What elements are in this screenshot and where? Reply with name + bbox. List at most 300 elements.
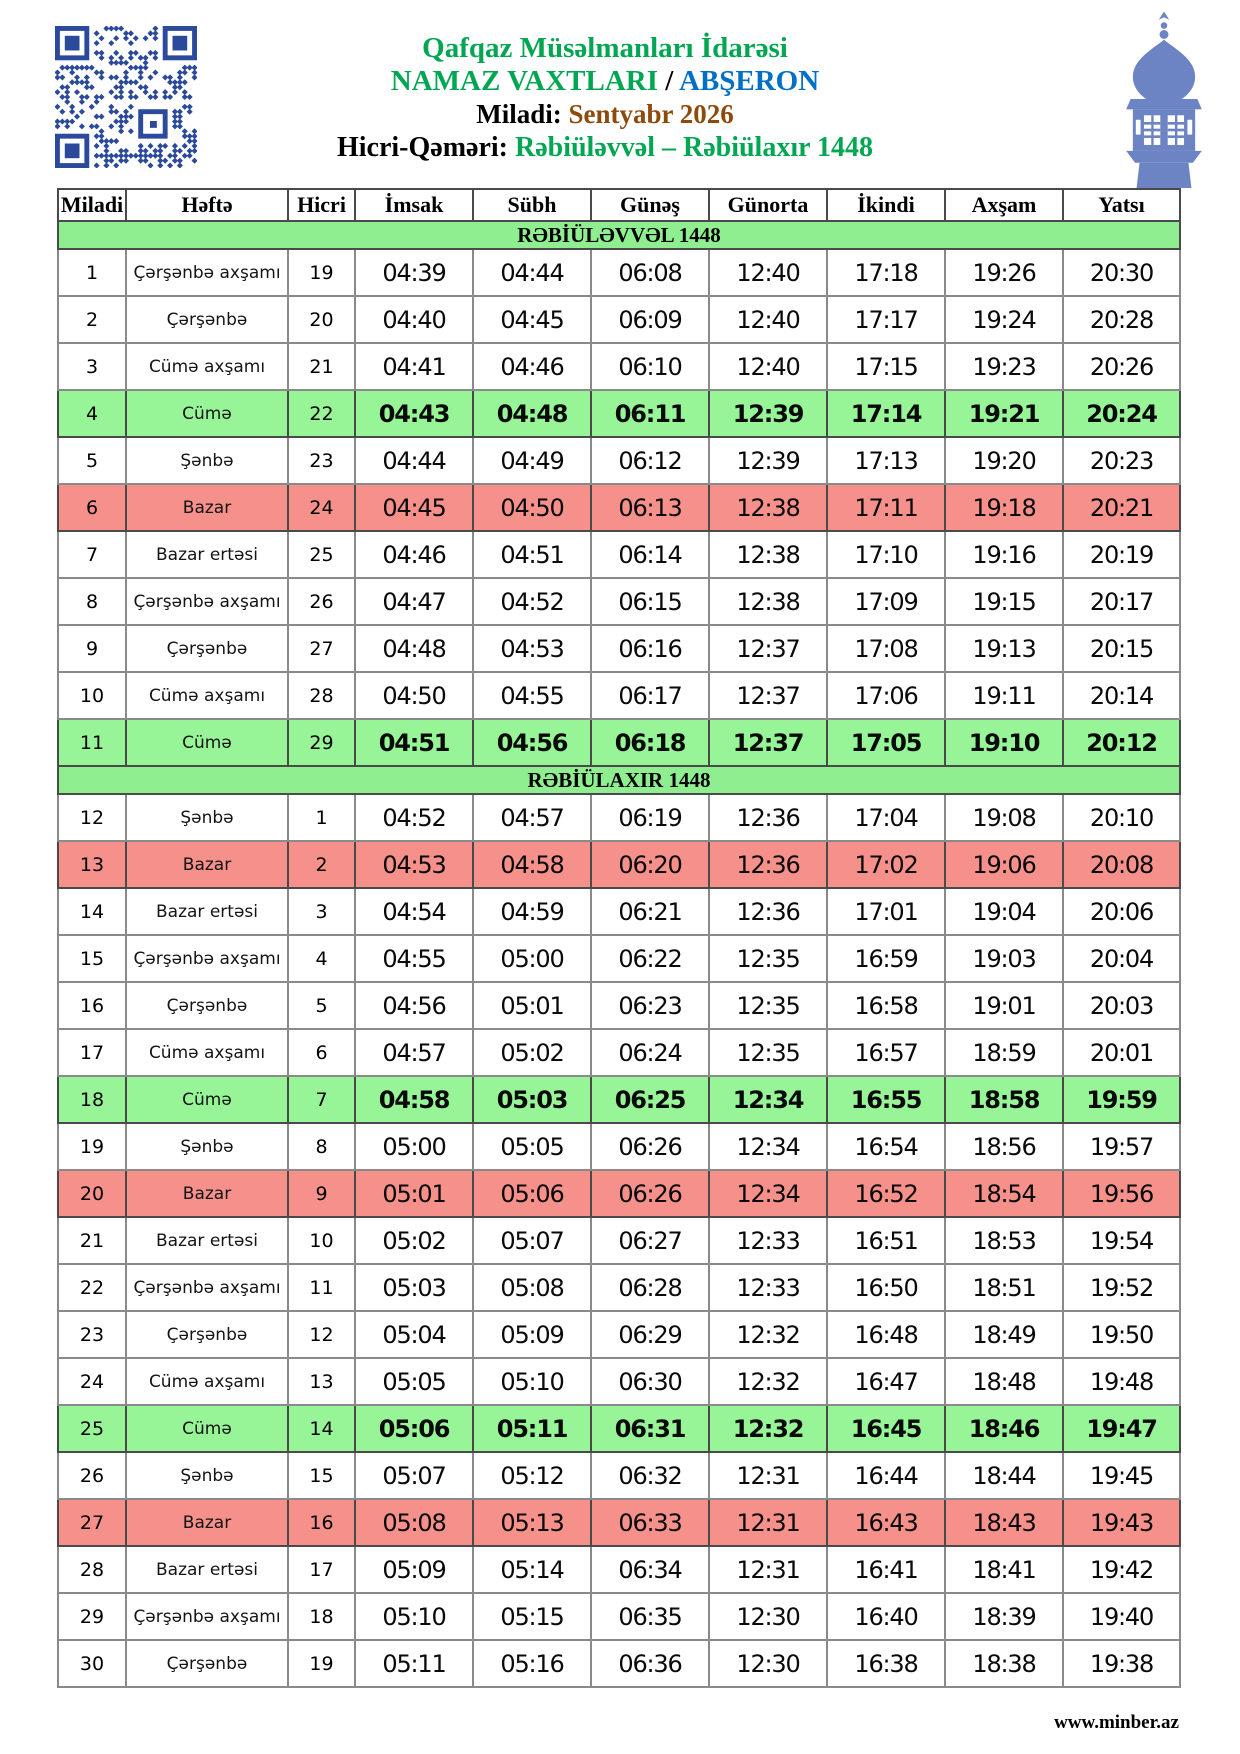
table-row bbox=[58, 1546, 1180, 1593]
table-row bbox=[58, 1311, 1180, 1358]
prayer-time-yatsi: 20:03 bbox=[1063, 982, 1180, 1029]
prayer-time-gunes: 06:31 bbox=[591, 1405, 709, 1452]
prayer-time-imsak: 04:41 bbox=[355, 343, 473, 390]
table-row bbox=[58, 578, 1180, 625]
prayer-time-imsak: 04:50 bbox=[355, 672, 473, 719]
weekday-name: Çərşənbə bbox=[126, 1311, 288, 1358]
prayer-time-axsam: 19:16 bbox=[945, 531, 1063, 578]
prayer-time-ikindi: 17:04 bbox=[827, 794, 945, 841]
gregorian-day: 23 bbox=[58, 1311, 126, 1358]
gregorian-day: 27 bbox=[58, 1499, 126, 1546]
prayer-time-imsak: 04:44 bbox=[355, 437, 473, 484]
table-row bbox=[58, 1405, 1180, 1452]
prayer-time-gunes: 06:17 bbox=[591, 672, 709, 719]
weekday-name: Çərşənbə axşamı bbox=[126, 1593, 288, 1640]
hijri-day: 14 bbox=[288, 1405, 355, 1452]
hijri-day: 24 bbox=[288, 484, 355, 531]
hijri-day: 13 bbox=[288, 1358, 355, 1405]
prayer-time-gunorta: 12:32 bbox=[709, 1405, 827, 1452]
column-header-9: Yatsı bbox=[1063, 189, 1180, 221]
prayer-time-yatsi: 20:23 bbox=[1063, 437, 1180, 484]
table-row bbox=[58, 484, 1180, 531]
table-header-row bbox=[58, 189, 1180, 221]
prayer-time-gunorta: 12:38 bbox=[709, 578, 827, 625]
column-header-4: Sübh bbox=[473, 189, 591, 221]
prayer-time-axsam: 18:39 bbox=[945, 1593, 1063, 1640]
document-title-block bbox=[210, 32, 1000, 164]
prayer-time-subh: 04:57 bbox=[473, 794, 591, 841]
prayer-time-gunes: 06:21 bbox=[591, 888, 709, 935]
prayer-time-gunes: 06:29 bbox=[591, 1311, 709, 1358]
gregorian-day: 10 bbox=[58, 672, 126, 719]
prayer-time-subh: 04:45 bbox=[473, 296, 591, 343]
prayer-time-subh: 05:00 bbox=[473, 935, 591, 982]
table-row bbox=[58, 841, 1180, 888]
website-footer: www.minber.az bbox=[1054, 1712, 1179, 1733]
prayer-time-gunorta: 12:34 bbox=[709, 1170, 827, 1217]
hijri-day: 26 bbox=[288, 578, 355, 625]
prayer-time-axsam: 18:41 bbox=[945, 1546, 1063, 1593]
gregorian-day: 26 bbox=[58, 1452, 126, 1499]
prayer-time-gunorta: 12:30 bbox=[709, 1640, 827, 1687]
prayer-time-subh: 04:51 bbox=[473, 531, 591, 578]
prayer-time-ikindi: 16:52 bbox=[827, 1170, 945, 1217]
table-row bbox=[58, 1499, 1180, 1546]
prayer-time-gunes: 06:36 bbox=[591, 1640, 709, 1687]
gregorian-day: 18 bbox=[58, 1076, 126, 1123]
weekday-name: Şənbə bbox=[126, 1123, 288, 1170]
weekday-name: Şənbə bbox=[126, 437, 288, 484]
prayer-time-imsak: 04:48 bbox=[355, 625, 473, 672]
miladi-value: Sentyabr 2026 bbox=[568, 99, 734, 129]
prayer-time-ikindi: 16:58 bbox=[827, 982, 945, 1029]
prayer-time-gunes: 06:26 bbox=[591, 1123, 709, 1170]
prayer-time-ikindi: 16:44 bbox=[827, 1452, 945, 1499]
prayer-time-axsam: 18:56 bbox=[945, 1123, 1063, 1170]
table-row bbox=[58, 719, 1180, 766]
prayer-time-imsak: 04:39 bbox=[355, 249, 473, 296]
prayer-time-axsam: 19:13 bbox=[945, 625, 1063, 672]
weekday-name: Çərşənbə bbox=[126, 625, 288, 672]
prayer-time-yatsi: 19:48 bbox=[1063, 1358, 1180, 1405]
prayer-time-subh: 05:12 bbox=[473, 1452, 591, 1499]
prayer-time-axsam: 18:43 bbox=[945, 1499, 1063, 1546]
prayer-time-gunorta: 12:37 bbox=[709, 719, 827, 766]
column-header-8: Axşam bbox=[945, 189, 1063, 221]
hijri-day: 12 bbox=[288, 1311, 355, 1358]
hijri-day: 15 bbox=[288, 1452, 355, 1499]
hijri-day: 6 bbox=[288, 1029, 355, 1076]
prayer-time-axsam: 19:10 bbox=[945, 719, 1063, 766]
hijri-day: 19 bbox=[288, 1640, 355, 1687]
prayer-time-subh: 04:56 bbox=[473, 719, 591, 766]
prayer-time-axsam: 18:46 bbox=[945, 1405, 1063, 1452]
prayer-time-imsak: 04:43 bbox=[355, 390, 473, 437]
weekday-name: Cümə bbox=[126, 719, 288, 766]
gregorian-day: 7 bbox=[58, 531, 126, 578]
prayer-time-gunes: 06:23 bbox=[591, 982, 709, 1029]
gregorian-day: 2 bbox=[58, 296, 126, 343]
prayer-time-axsam: 19:15 bbox=[945, 578, 1063, 625]
hijri-day: 7 bbox=[288, 1076, 355, 1123]
gregorian-day: 8 bbox=[58, 578, 126, 625]
gregorian-day: 28 bbox=[58, 1546, 126, 1593]
prayer-time-ikindi: 16:47 bbox=[827, 1358, 945, 1405]
title-separator: / bbox=[665, 65, 674, 97]
gregorian-day: 13 bbox=[58, 841, 126, 888]
prayer-time-subh: 05:16 bbox=[473, 1640, 591, 1687]
prayer-time-subh: 05:13 bbox=[473, 1499, 591, 1546]
prayer-time-imsak: 04:54 bbox=[355, 888, 473, 935]
prayer-time-gunes: 06:33 bbox=[591, 1499, 709, 1546]
table-row bbox=[58, 982, 1180, 1029]
prayer-time-gunorta: 12:40 bbox=[709, 296, 827, 343]
prayer-time-gunes: 06:32 bbox=[591, 1452, 709, 1499]
column-header-0: Miladi bbox=[58, 189, 126, 221]
weekday-name: Cümə bbox=[126, 1076, 288, 1123]
weekday-name: Şənbə bbox=[126, 794, 288, 841]
prayer-time-ikindi: 17:09 bbox=[827, 578, 945, 625]
prayer-time-gunorta: 12:36 bbox=[709, 794, 827, 841]
table-row bbox=[58, 935, 1180, 982]
prayer-time-ikindi: 17:02 bbox=[827, 841, 945, 888]
prayer-time-yatsi: 20:17 bbox=[1063, 578, 1180, 625]
weekday-name: Çərşənbə bbox=[126, 1640, 288, 1687]
prayer-time-subh: 04:55 bbox=[473, 672, 591, 719]
prayer-time-imsak: 04:53 bbox=[355, 841, 473, 888]
prayer-time-yatsi: 20:26 bbox=[1063, 343, 1180, 390]
prayer-time-subh: 04:58 bbox=[473, 841, 591, 888]
prayer-time-gunorta: 12:38 bbox=[709, 484, 827, 531]
gregorian-day: 14 bbox=[58, 888, 126, 935]
prayer-time-imsak: 04:57 bbox=[355, 1029, 473, 1076]
hijri-day: 21 bbox=[288, 343, 355, 390]
hijri-day: 9 bbox=[288, 1170, 355, 1217]
weekday-name: Cümə axşamı bbox=[126, 1358, 288, 1405]
prayer-time-subh: 04:49 bbox=[473, 437, 591, 484]
prayer-times-table bbox=[57, 188, 1181, 1688]
prayer-time-subh: 05:03 bbox=[473, 1076, 591, 1123]
prayer-time-imsak: 04:52 bbox=[355, 794, 473, 841]
table-row bbox=[58, 1593, 1180, 1640]
prayer-time-imsak: 05:06 bbox=[355, 1405, 473, 1452]
prayer-time-yatsi: 19:47 bbox=[1063, 1405, 1180, 1452]
column-header-2: Hicri bbox=[288, 189, 355, 221]
prayer-time-yatsi: 19:45 bbox=[1063, 1452, 1180, 1499]
prayer-time-subh: 05:02 bbox=[473, 1029, 591, 1076]
prayer-time-gunorta: 12:38 bbox=[709, 531, 827, 578]
column-header-1: Həftə bbox=[126, 189, 288, 221]
prayer-time-gunorta: 12:33 bbox=[709, 1217, 827, 1264]
prayer-time-ikindi: 16:43 bbox=[827, 1499, 945, 1546]
weekday-name: Cümə bbox=[126, 1405, 288, 1452]
prayer-time-axsam: 19:11 bbox=[945, 672, 1063, 719]
prayer-time-yatsi: 20:15 bbox=[1063, 625, 1180, 672]
prayer-time-gunorta: 12:40 bbox=[709, 249, 827, 296]
prayer-time-gunorta: 12:35 bbox=[709, 982, 827, 1029]
prayer-time-axsam: 18:54 bbox=[945, 1170, 1063, 1217]
prayer-time-imsak: 04:47 bbox=[355, 578, 473, 625]
prayer-time-subh: 05:09 bbox=[473, 1311, 591, 1358]
prayer-time-yatsi: 20:06 bbox=[1063, 888, 1180, 935]
prayer-time-gunes: 06:28 bbox=[591, 1264, 709, 1311]
table-row bbox=[58, 249, 1180, 296]
prayer-time-gunes: 06:12 bbox=[591, 437, 709, 484]
prayer-time-gunorta: 12:37 bbox=[709, 625, 827, 672]
prayer-time-imsak: 05:00 bbox=[355, 1123, 473, 1170]
prayer-time-gunorta: 12:31 bbox=[709, 1499, 827, 1546]
prayer-time-subh: 04:46 bbox=[473, 343, 591, 390]
prayer-time-yatsi: 19:43 bbox=[1063, 1499, 1180, 1546]
prayer-time-axsam: 19:26 bbox=[945, 249, 1063, 296]
prayer-time-gunes: 06:08 bbox=[591, 249, 709, 296]
prayer-time-subh: 05:05 bbox=[473, 1123, 591, 1170]
prayer-time-subh: 05:08 bbox=[473, 1264, 591, 1311]
hijri-day: 25 bbox=[288, 531, 355, 578]
prayer-time-axsam: 19:21 bbox=[945, 390, 1063, 437]
hijri-day: 8 bbox=[288, 1123, 355, 1170]
prayer-time-imsak: 04:55 bbox=[355, 935, 473, 982]
table-row bbox=[58, 343, 1180, 390]
hijri-day: 3 bbox=[288, 888, 355, 935]
month-section-title: RƏBİÜLƏVVƏL 1448 bbox=[58, 221, 1180, 249]
prayer-time-axsam: 19:08 bbox=[945, 794, 1063, 841]
prayer-time-subh: 04:59 bbox=[473, 888, 591, 935]
prayer-time-subh: 04:52 bbox=[473, 578, 591, 625]
weekday-name: Cümə bbox=[126, 390, 288, 437]
prayer-time-ikindi: 16:38 bbox=[827, 1640, 945, 1687]
prayer-time-gunes: 06:34 bbox=[591, 1546, 709, 1593]
prayer-time-gunes: 06:30 bbox=[591, 1358, 709, 1405]
prayer-time-imsak: 05:07 bbox=[355, 1452, 473, 1499]
hijri-day: 29 bbox=[288, 719, 355, 766]
prayer-time-yatsi: 20:28 bbox=[1063, 296, 1180, 343]
hijri-day: 1 bbox=[288, 794, 355, 841]
column-header-6: Günorta bbox=[709, 189, 827, 221]
gregorian-day: 29 bbox=[58, 1593, 126, 1640]
prayer-time-yatsi: 20:21 bbox=[1063, 484, 1180, 531]
weekday-name: Bazar ertəsi bbox=[126, 531, 288, 578]
prayer-time-gunes: 06:22 bbox=[591, 935, 709, 982]
prayer-time-subh: 05:06 bbox=[473, 1170, 591, 1217]
prayer-time-yatsi: 20:08 bbox=[1063, 841, 1180, 888]
prayer-time-gunes: 06:26 bbox=[591, 1170, 709, 1217]
prayer-time-subh: 04:44 bbox=[473, 249, 591, 296]
hijri-day: 18 bbox=[288, 1593, 355, 1640]
prayer-time-ikindi: 16:50 bbox=[827, 1264, 945, 1311]
title-main: NAMAZ VAXTLARI bbox=[390, 65, 659, 97]
prayer-time-gunes: 06:15 bbox=[591, 578, 709, 625]
weekday-name: Çərşənbə axşamı bbox=[126, 1264, 288, 1311]
weekday-name: Cümə axşamı bbox=[126, 343, 288, 390]
prayer-time-ikindi: 16:54 bbox=[827, 1123, 945, 1170]
prayer-time-yatsi: 19:50 bbox=[1063, 1311, 1180, 1358]
weekday-name: Çərşənbə axşamı bbox=[126, 578, 288, 625]
table-row bbox=[58, 1264, 1180, 1311]
gregorian-day: 20 bbox=[58, 1170, 126, 1217]
prayer-time-axsam: 19:06 bbox=[945, 841, 1063, 888]
prayer-time-axsam: 18:58 bbox=[945, 1076, 1063, 1123]
prayer-time-imsak: 05:10 bbox=[355, 1593, 473, 1640]
prayer-time-ikindi: 16:59 bbox=[827, 935, 945, 982]
prayer-time-gunes: 06:27 bbox=[591, 1217, 709, 1264]
gregorian-day: 16 bbox=[58, 982, 126, 1029]
hijri-day: 28 bbox=[288, 672, 355, 719]
prayer-time-axsam: 18:53 bbox=[945, 1217, 1063, 1264]
gregorian-day: 9 bbox=[58, 625, 126, 672]
prayer-time-ikindi: 16:41 bbox=[827, 1546, 945, 1593]
prayer-time-gunes: 06:10 bbox=[591, 343, 709, 390]
prayer-time-yatsi: 20:04 bbox=[1063, 935, 1180, 982]
prayer-time-imsak: 05:11 bbox=[355, 1640, 473, 1687]
gregorian-day: 22 bbox=[58, 1264, 126, 1311]
prayer-time-yatsi: 20:12 bbox=[1063, 719, 1180, 766]
prayer-time-subh: 05:07 bbox=[473, 1217, 591, 1264]
prayer-time-gunes: 06:16 bbox=[591, 625, 709, 672]
gregorian-day: 11 bbox=[58, 719, 126, 766]
prayer-time-yatsi: 20:14 bbox=[1063, 672, 1180, 719]
weekday-name: Cümə axşamı bbox=[126, 672, 288, 719]
prayer-time-subh: 04:53 bbox=[473, 625, 591, 672]
prayer-time-subh: 05:15 bbox=[473, 1593, 591, 1640]
gregorian-day: 24 bbox=[58, 1358, 126, 1405]
prayer-time-ikindi: 17:15 bbox=[827, 343, 945, 390]
prayer-time-axsam: 18:51 bbox=[945, 1264, 1063, 1311]
prayer-time-ikindi: 17:11 bbox=[827, 484, 945, 531]
weekday-name: Bazar bbox=[126, 1170, 288, 1217]
prayer-time-gunes: 06:13 bbox=[591, 484, 709, 531]
prayer-time-imsak: 05:02 bbox=[355, 1217, 473, 1264]
prayer-time-yatsi: 20:30 bbox=[1063, 249, 1180, 296]
prayer-time-gunorta: 12:39 bbox=[709, 390, 827, 437]
gregorian-day: 15 bbox=[58, 935, 126, 982]
document-title bbox=[210, 65, 1000, 98]
organization-name: Qafqaz Müsəlmanları İdarəsi bbox=[422, 32, 788, 64]
column-header-3: İmsak bbox=[355, 189, 473, 221]
prayer-time-ikindi: 17:10 bbox=[827, 531, 945, 578]
hijri-month-line bbox=[210, 131, 1000, 164]
prayer-time-gunorta: 12:36 bbox=[709, 841, 827, 888]
prayer-time-axsam: 18:49 bbox=[945, 1311, 1063, 1358]
prayer-time-imsak: 04:56 bbox=[355, 982, 473, 1029]
table-row bbox=[58, 1217, 1180, 1264]
prayer-time-axsam: 18:48 bbox=[945, 1358, 1063, 1405]
prayer-time-subh: 04:50 bbox=[473, 484, 591, 531]
hijri-day: 10 bbox=[288, 1217, 355, 1264]
prayer-time-ikindi: 17:05 bbox=[827, 719, 945, 766]
prayer-time-imsak: 05:09 bbox=[355, 1546, 473, 1593]
hijri-day: 4 bbox=[288, 935, 355, 982]
prayer-time-ikindi: 17:17 bbox=[827, 296, 945, 343]
prayer-time-gunes: 06:11 bbox=[591, 390, 709, 437]
prayer-time-imsak: 04:46 bbox=[355, 531, 473, 578]
table-row bbox=[58, 1076, 1180, 1123]
table-row bbox=[58, 390, 1180, 437]
gregorian-day: 12 bbox=[58, 794, 126, 841]
prayer-time-yatsi: 20:10 bbox=[1063, 794, 1180, 841]
prayer-time-gunorta: 12:30 bbox=[709, 1593, 827, 1640]
prayer-time-imsak: 05:05 bbox=[355, 1358, 473, 1405]
prayer-time-yatsi: 19:52 bbox=[1063, 1264, 1180, 1311]
prayer-time-axsam: 19:23 bbox=[945, 343, 1063, 390]
prayer-time-axsam: 18:38 bbox=[945, 1640, 1063, 1687]
prayer-time-subh: 05:14 bbox=[473, 1546, 591, 1593]
gregorian-day: 30 bbox=[58, 1640, 126, 1687]
hijri-day: 2 bbox=[288, 841, 355, 888]
prayer-time-subh: 05:10 bbox=[473, 1358, 591, 1405]
prayer-time-ikindi: 16:40 bbox=[827, 1593, 945, 1640]
prayer-time-gunorta: 12:31 bbox=[709, 1452, 827, 1499]
prayer-time-ikindi: 17:08 bbox=[827, 625, 945, 672]
weekday-name: Şənbə bbox=[126, 1452, 288, 1499]
prayer-time-ikindi: 16:45 bbox=[827, 1405, 945, 1452]
table-row bbox=[58, 437, 1180, 484]
prayer-time-gunes: 06:24 bbox=[591, 1029, 709, 1076]
prayer-time-ikindi: 17:18 bbox=[827, 249, 945, 296]
prayer-time-axsam: 19:24 bbox=[945, 296, 1063, 343]
hicri-value: Rəbiüləvvəl – Rəbiülaxır 1448 bbox=[514, 132, 874, 163]
prayer-time-axsam: 19:01 bbox=[945, 982, 1063, 1029]
minaret-icon bbox=[1088, 10, 1240, 188]
weekday-name: Cümə axşamı bbox=[126, 1029, 288, 1076]
prayer-time-imsak: 04:45 bbox=[355, 484, 473, 531]
month-section-row bbox=[58, 766, 1180, 794]
table-row bbox=[58, 1123, 1180, 1170]
prayer-time-gunorta: 12:34 bbox=[709, 1123, 827, 1170]
hijri-day: 23 bbox=[288, 437, 355, 484]
prayer-time-gunes: 06:35 bbox=[591, 1593, 709, 1640]
weekday-name: Bazar bbox=[126, 841, 288, 888]
prayer-time-gunorta: 12:37 bbox=[709, 672, 827, 719]
gregorian-day: 19 bbox=[58, 1123, 126, 1170]
prayer-time-gunes: 06:09 bbox=[591, 296, 709, 343]
prayer-time-ikindi: 17:06 bbox=[827, 672, 945, 719]
gregorian-day: 1 bbox=[58, 249, 126, 296]
table-row bbox=[58, 531, 1180, 578]
prayer-time-ikindi: 17:14 bbox=[827, 390, 945, 437]
gregorian-day: 25 bbox=[58, 1405, 126, 1452]
prayer-time-axsam: 18:44 bbox=[945, 1452, 1063, 1499]
prayer-time-yatsi: 20:19 bbox=[1063, 531, 1180, 578]
gregorian-month-line bbox=[210, 98, 1000, 131]
table-row bbox=[58, 1640, 1180, 1687]
prayer-time-gunes: 06:25 bbox=[591, 1076, 709, 1123]
prayer-time-yatsi: 19:59 bbox=[1063, 1076, 1180, 1123]
weekday-name: Çərşənbə bbox=[126, 296, 288, 343]
prayer-time-imsak: 04:40 bbox=[355, 296, 473, 343]
table-row bbox=[58, 625, 1180, 672]
prayer-time-imsak: 05:03 bbox=[355, 1264, 473, 1311]
prayer-times-table-wrap bbox=[57, 188, 1179, 1688]
prayer-time-yatsi: 19:38 bbox=[1063, 1640, 1180, 1687]
prayer-time-axsam: 18:59 bbox=[945, 1029, 1063, 1076]
gregorian-day: 3 bbox=[58, 343, 126, 390]
prayer-time-gunorta: 12:32 bbox=[709, 1358, 827, 1405]
prayer-time-gunorta: 12:34 bbox=[709, 1076, 827, 1123]
city-name: ABŞERON bbox=[678, 65, 820, 97]
prayer-time-ikindi: 16:55 bbox=[827, 1076, 945, 1123]
prayer-time-gunorta: 12:33 bbox=[709, 1264, 827, 1311]
table-row bbox=[58, 672, 1180, 719]
prayer-time-imsak: 05:04 bbox=[355, 1311, 473, 1358]
table-row bbox=[58, 888, 1180, 935]
prayer-time-subh: 05:11 bbox=[473, 1405, 591, 1452]
prayer-time-gunorta: 12:35 bbox=[709, 1029, 827, 1076]
hijri-day: 17 bbox=[288, 1546, 355, 1593]
weekday-name: Bazar ertəsi bbox=[126, 1217, 288, 1264]
table-row bbox=[58, 1358, 1180, 1405]
weekday-name: Çərşənbə axşamı bbox=[126, 249, 288, 296]
